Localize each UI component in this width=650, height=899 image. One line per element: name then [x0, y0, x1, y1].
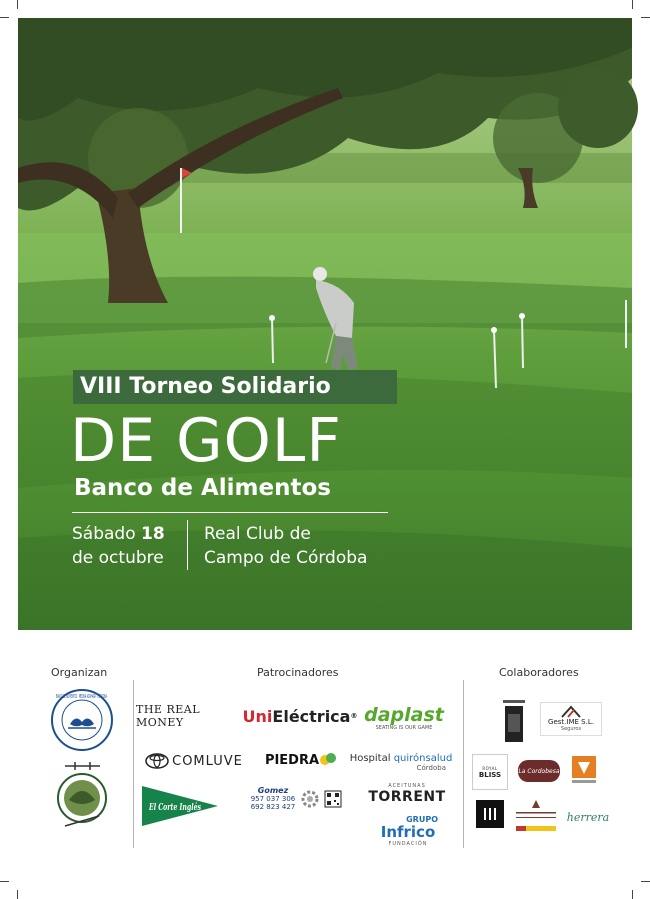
leaf-icon [319, 751, 337, 769]
comluve-logo [138, 750, 250, 772]
crop-mark [0, 17, 9, 18]
section-divider [463, 680, 464, 848]
quiron-name: quirónsalud [393, 752, 453, 764]
gest-ime-logo [540, 702, 602, 736]
collaborator-bottle-logo [500, 700, 528, 744]
crop-mark [641, 17, 650, 18]
gomez-phone-2: 692 823 427 [250, 803, 296, 811]
title-divider [72, 512, 388, 513]
collaborator-montilla-logo [512, 798, 560, 834]
daplast-logo [358, 700, 450, 736]
date-month: de octubre [72, 548, 164, 568]
aceitunas-torrent-logo [362, 780, 452, 808]
qr-code-icon [325, 791, 341, 807]
date-venue-divider [187, 520, 188, 570]
quiron-hospital: Hospital [349, 752, 391, 764]
quiron-city: Córdoba [416, 763, 446, 772]
unielectrica-uni: Uni [242, 706, 273, 726]
infrico-fundacion: FUNDACIÓN [388, 840, 428, 847]
venue-line1: Real Club de [204, 524, 311, 544]
gomez-phone-1: 957 037 306 [250, 795, 296, 803]
la-cordobesa-name: La Cordobesa [518, 767, 560, 775]
venue-line2: Campo de Córdoba [204, 548, 368, 568]
gear-icon [299, 788, 321, 810]
the-real-money-logo: THE REAL MONEY [136, 703, 201, 729]
herrera-name: herrera [566, 810, 610, 824]
collaborator-orange-logo [568, 754, 600, 786]
unielectrica-electrica: Eléctrica [272, 706, 351, 726]
toyota-icon [145, 753, 169, 769]
date-day-number: 18 [141, 524, 165, 544]
crop-mark [641, 881, 650, 882]
daplast-name: daplast [364, 704, 444, 726]
piedra-name: PIEDRA [264, 752, 320, 768]
gest-ime-name: Gest.IME S.L. [548, 718, 594, 726]
torrent-name: TORRENT [368, 789, 446, 805]
crop-mark [632, 890, 633, 899]
la-cordobesa-logo [518, 760, 560, 782]
el-corte-ingles-logo [140, 784, 225, 828]
gest-ime-seguros: Seguros [560, 726, 582, 732]
herrera-logo [564, 806, 612, 828]
banco-ring-text: BANCO DE ALIMENTOS · MEDINA AZAHARA · CÓRDOBA · [56, 694, 198, 700]
unielectrica-logo [242, 704, 358, 728]
event-title-line1: VIII Torneo Solidario [80, 374, 331, 399]
collaborators-heading: Colaboradores [499, 666, 579, 679]
infrico-name: Infrico [380, 822, 436, 841]
organizers-heading: Organizan [51, 666, 108, 679]
event-date [72, 522, 165, 570]
gomez-name: Gomez [257, 786, 289, 795]
piedra-logo [262, 748, 340, 772]
comluve-name: COMLUVE [172, 753, 243, 769]
event-venue [204, 522, 367, 570]
torrent-label: ACEITUNAS [388, 783, 426, 789]
daplast-tagline: SEATING IS OUR GAME [375, 725, 433, 731]
gomez-logo [244, 782, 348, 816]
royal-bliss-royal: ROYAL [482, 765, 498, 771]
grupo-infrico-logo [372, 812, 444, 850]
golf-club-crest-logo [55, 760, 110, 830]
gest-ime-mark-icon [560, 706, 582, 718]
crop-mark [17, 0, 18, 9]
infrico-grupo: GRUPO [406, 814, 438, 824]
corte-ingles-text: El Corte Inglés [149, 803, 225, 813]
sponsors-heading: Patrocinadores [257, 666, 339, 679]
royal-bliss-bliss: BLISS [478, 770, 502, 779]
event-subtitle: Banco de Alimentos [74, 475, 331, 501]
event-title-main: DE GOLF [70, 406, 342, 476]
section-divider [133, 680, 134, 848]
royal-bliss-logo [472, 754, 508, 790]
crop-mark [17, 890, 18, 899]
crop-mark [632, 0, 633, 9]
quironsalud-logo [350, 748, 452, 776]
collaborator-black-logo [476, 800, 504, 828]
crop-mark [0, 881, 9, 882]
unielectrica-registered: ® [350, 712, 358, 720]
date-day-name: Sábado [72, 524, 136, 544]
